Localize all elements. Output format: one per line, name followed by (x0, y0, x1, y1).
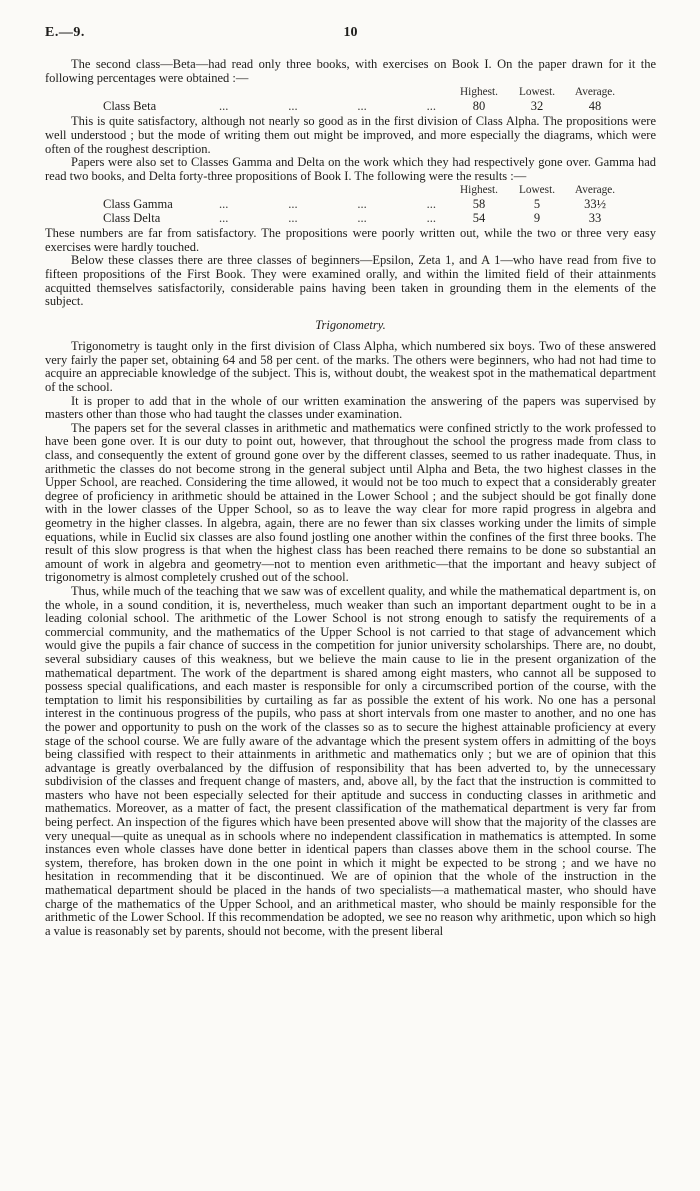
value-highest: 58 (472, 196, 486, 211)
table-row-class-gamma (45, 198, 624, 212)
paragraph-gamma-delta-intro: Papers were also set to Classes Gamma and Delta on the work which they had respectively gone over. Gamma had read two books, and Delta forty-three propositions of Book I. The following were the results :— (45, 155, 656, 183)
value-lowest: 32 (530, 98, 544, 113)
dot-leader: ... (357, 197, 367, 211)
paragraph-beta-comment: This is quite satisfactory, although not nearly so good as in the first division of Class Alpha. The propositions were well understood ; but the mode of writing them out might be improved, and more especially the diagrams, which were often of the roughest description. (45, 114, 656, 156)
dot-leader: ... (219, 99, 229, 113)
value-highest: 54 (472, 210, 486, 225)
section-heading-trigonometry: Trigonometry. (315, 317, 386, 332)
dot-leader: ... (219, 197, 229, 211)
col-header-average: Average. (574, 184, 616, 197)
value-highest: 80 (472, 98, 486, 113)
value-average: 33 (588, 210, 602, 225)
dot-leader: ... (426, 99, 436, 113)
document-reference: E.—9. (45, 25, 85, 40)
table-header-row (45, 184, 624, 198)
row-label: Class Beta (103, 98, 157, 113)
page-header (45, 26, 656, 48)
page-number: 10 (343, 25, 358, 40)
col-header-highest: Highest. (460, 184, 498, 197)
value-lowest: 5 (533, 196, 541, 211)
results-table-gamma-delta (45, 184, 656, 225)
value-lowest: 9 (533, 210, 541, 225)
dot-leader: ... (288, 99, 298, 113)
col-header-average: Average. (574, 86, 616, 99)
table-row-class-beta (45, 100, 624, 114)
paragraph-progress-assessment: The papers set for the several classes in arithmetic and mathematics were confined strictly to the work professed to have been gone over. It is our duty to point out, however, that throughout the school the progress made from class to class, and consequently the extent of ground gone over by the different classes, seemed to us rather inadequate. Thus, in arithmetic the classes do not become strong in the general subject until Alpha and Beta, the two highest classes in the Upper School, are reached. Considering the time allowed, it would not be too much to expect that a considerably greater degree of proficiency in arithmetic should be attained in the Lower School ; and the subject should be got finally done with in the lower classes of the Upper School, so as to leave the way clear for more rapid progress in algebra and geometry in the higher classes. In algebra, again, there are no fewer than six classes working under the limits of simple equations, while in Euclid six classes are also found jostling one another within the confines of the first three books. The result of this slow progress is that when the highest class has been reached there remains to be done so substantial an amount of work in algebra and geometry—not to mention even arithmetic—that the important and heavy subject of trigonometry is almost completely crushed out of the school. (45, 420, 656, 585)
paragraph-supervision-note: It is proper to add that in the whole of our written examination the answering of the papers was supervised by masters other than those who had taught the classes under examination. (45, 393, 656, 422)
dot-leader: ... (357, 211, 367, 225)
value-average: 48 (588, 98, 602, 113)
dot-leader: ... (288, 211, 298, 225)
paragraph-beginners: Below these classes there are three classes of beginners—Epsilon, Zeta 1, and A 1—who have read from five to fifteen propositions of the First Book. They were examined orally, and within the limited field of their attainments acquitted themselves satisfactorily, considerable pains having been taken in grounding them in the elements of the subject. (45, 253, 656, 309)
dot-leaders (215, 212, 450, 226)
col-header-highest: Highest. (460, 86, 498, 99)
table-row-class-delta (45, 212, 624, 226)
row-label: Class Gamma (103, 196, 173, 211)
dot-leader: ... (426, 197, 436, 211)
dot-leader: ... (288, 197, 298, 211)
results-table-beta (45, 86, 656, 113)
value-average: 33½ (584, 196, 606, 211)
col-header-lowest: Lowest. (518, 184, 556, 197)
table-header-row (45, 86, 624, 100)
dot-leaders (215, 198, 450, 212)
paragraph-department-organization: Thus, while much of the teaching that we saw was of excellent quality, and while the mathematical department is, on the whole, in a sound condition, it is, nevertheless, much weaker than such an important department ought to be in a leading colonial school. The arithmetic of the Lower School is not strong enough to satisfy the requirements of a commercial community, and the mathematics of the Upper School is not carried to that stage of advancement which would give the pupils a fair chance of success in the competition for junior university scholarships. There are, no doubt, several subsidiary causes of this weakness, but we believe the main cause to lie in the present organization of the mathematical department. The work of the department is shared among eight masters, who cannot all be supposed to possess special qualifications, and each master is responsible for only a circumscribed portion of the course, with the temptation to limit his responsibilities by curtailing as far as possible the extent of his work. No one has a personal interest in the continuous progress of the pupils, who pass at short intervals from one master to another, and no one has the power and opportunity to push on the work of the classes so as to secure the highest attainable proficiency at every stage of the school course. We are fully aware of the advantage which the present system offers in admitting of the boys being classified with respect to their attainments in arithmetic and mathematics only ; but we are of opinion that this advantage is greatly overbalanced by the diffusion of responsibility that has been adverted to, by the unnecessary subdivision of the classes and frequent change of masters, and, above all, by the fact that the instruction is committed to masters who have not been especially selected for their aptitude and success in conducting classes in arithmetic and mathematics. Moreover, as a matter of fact, the present classification of the mathematical department is very far from being perfect. An inspection of the figures which have been presented above will show that the majority of the classes are very unequal—quite as unequal as in schools where no independent classification in mathematics is attempted. In some instances even whole classes have done better in identical papers than classes above them in the school course. The system, therefore, has broken down in the one point in which it might be expected to be strong ; and we have no hesitation in recommending that it be discontinued. We are of opinion that the whole of the instruction in the mathematical department should be placed in the hands of two specialists—a mathematical master, who should have charge of the mathematics of the Upper School, and an arithmetical master, who should be mainly responsible for the arithmetic of the Lower School. If this recommendation be adopted, we see no reason why arithmetic, upon which so high a value is reasonably set by parents, should not become, with the present liberal (45, 583, 656, 938)
dot-leader: ... (426, 211, 436, 225)
dot-leader: ... (219, 211, 229, 225)
paragraph-intro-beta: The second class—Beta—had read only three books, with exercises on Book I. On the paper drawn for it the following percentages were obtained :— (45, 57, 656, 85)
dot-leader: ... (357, 99, 367, 113)
dot-leaders (215, 100, 450, 114)
row-label: Class Delta (103, 210, 161, 225)
paragraph-gamma-delta-comment: These numbers are far from satisfactory. The propositions were poorly written out, while the two or three very easy exercises were hardly touched. (45, 226, 656, 254)
paragraph-trigonometry: Trigonometry is taught only in the first division of Class Alpha, which numbered six boys. Two of these answered very fairly the paper set, obtaining 64 and 58 per cent. of the marks. The others were beginners, who had not had time to acquire an appreciable knowledge of the subject. This is, without doubt, the weakest spot in the mathematical department of the school. (45, 339, 656, 395)
col-header-lowest: Lowest. (518, 86, 556, 99)
